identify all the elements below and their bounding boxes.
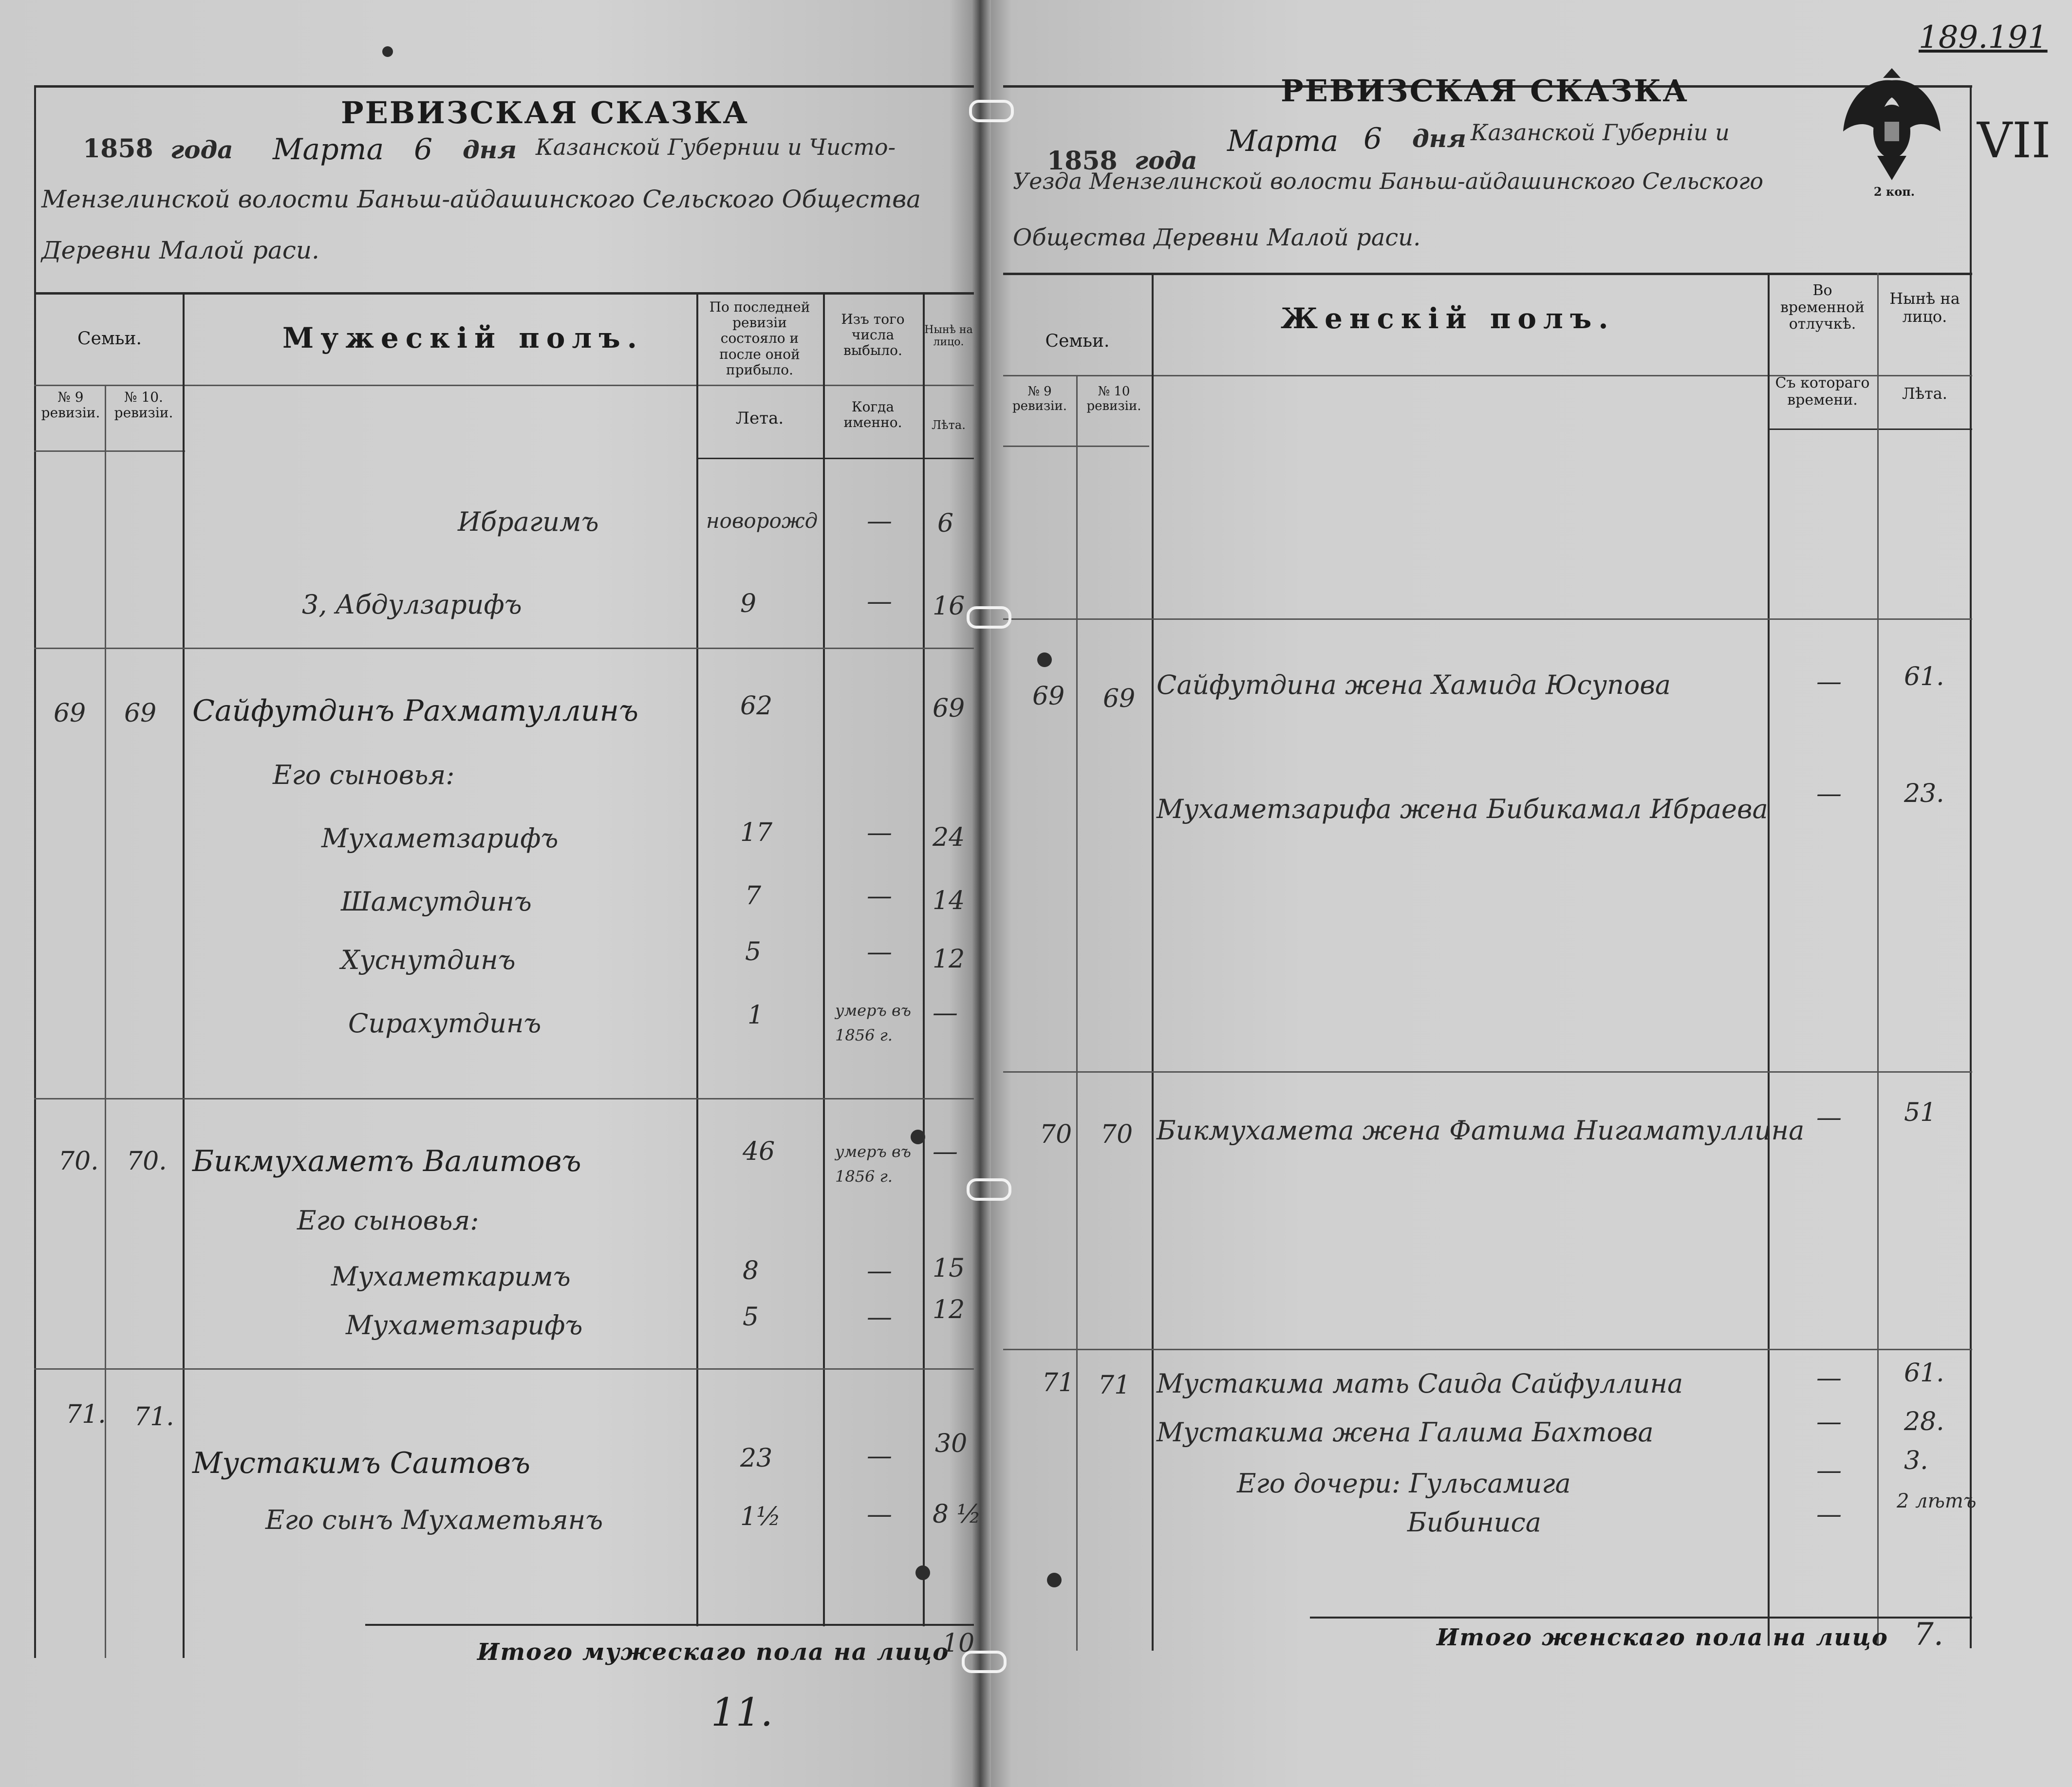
left-row-last: 7 <box>745 881 762 911</box>
right-day: 6 <box>1363 122 1382 156</box>
right-header-rev9: № 9 ревизіи. <box>1012 384 1067 413</box>
right-place-line2: Уезда Мензелинской волости Баньш-айдашинского Сельского <box>1013 168 1764 194</box>
left-row-left: — <box>867 1303 892 1332</box>
right-row-now: 2 лѣтъ <box>1897 1490 1977 1512</box>
right-row-absent: — <box>1816 667 1842 696</box>
left-bottom-mark: 11. <box>711 1690 773 1735</box>
left-row-last: 1½ <box>740 1502 781 1531</box>
left-year: 1858 <box>83 134 153 164</box>
left-row-now: 14 <box>933 886 965 915</box>
left-row-left: — <box>867 937 892 967</box>
binding-ring <box>967 606 1011 629</box>
left-row-name: Шамсутдинъ <box>341 886 532 917</box>
right-month: Марта <box>1227 124 1339 158</box>
left-total-value: 10 <box>942 1629 975 1658</box>
left-row-f10: 69 <box>124 699 157 728</box>
left-place-line1: Казанской Губернии и Чисто- <box>536 134 896 160</box>
left-row-name: Мухаметзарифъ <box>321 823 559 854</box>
left-row-last: 62 <box>740 691 773 721</box>
left-row-last: 17 <box>740 818 773 847</box>
binding-ring <box>969 100 1014 122</box>
right-row-now: 61. <box>1904 662 1944 691</box>
left-row-f9: 71. <box>66 1400 106 1429</box>
left-row-now: 12 <box>933 945 965 974</box>
right-row-absent: — <box>1816 1407 1842 1436</box>
left-title: РЕВИЗСКАЯ СКАЗКА <box>341 95 749 130</box>
right-header-now: Нынѣ на лицо. <box>1889 289 1960 326</box>
left-place-line2: Мензелинской волости Баньш-айдашинского Сельского Общества <box>41 185 921 213</box>
left-row-last: 1 <box>747 1001 764 1030</box>
right-year: 1858 <box>1047 146 1118 176</box>
right-header-absent: Во временной отлучкѣ. <box>1780 282 1865 333</box>
left-header-now-years: Лѣта. <box>932 418 966 432</box>
left-row-name: Мустакимъ Саитовъ <box>192 1446 531 1480</box>
left-header-of-them: Изъ того числа выбыло. <box>841 311 905 359</box>
left-row-now: 24 <box>933 823 965 852</box>
left-row-f10: 70. <box>127 1147 167 1176</box>
left-row-now: 16 <box>933 592 965 621</box>
right-row-f10: 71 <box>1098 1371 1131 1400</box>
right-row-name: Бикмухамета жена Фатима Нигаматуллина <box>1157 1115 1805 1146</box>
left-row-last: 8 <box>743 1256 759 1285</box>
left-row-name: Мухаметкаримъ <box>331 1261 571 1292</box>
left-header-years: Лета. <box>735 409 784 428</box>
left-row-f9: 70. <box>58 1147 99 1176</box>
right-row-name: Сайфутдина жена Хамида Юсупова <box>1157 670 1671 700</box>
left-row-now: 6 <box>937 509 954 538</box>
left-row-now: 8 ½ <box>933 1500 982 1529</box>
left-row-last: 46 <box>743 1137 775 1166</box>
binding-ring <box>962 1651 1007 1673</box>
left-place-line3: Деревни Малой раси. <box>41 236 319 264</box>
right-row-now: 51 <box>1904 1098 1937 1127</box>
left-row-name: Хуснутдинъ <box>341 945 516 975</box>
left-month: Марта <box>273 132 384 167</box>
left-row-left: — <box>867 818 892 847</box>
binding-ring <box>967 1178 1011 1201</box>
imperial-eagle-emblem <box>1836 58 1948 190</box>
left-row-name: Его сыновья: <box>273 760 455 790</box>
right-row-now: 61. <box>1904 1359 1944 1388</box>
left-row-name: Сирахутдинъ <box>348 1008 541 1039</box>
left-row-now: 30 <box>935 1429 968 1458</box>
right-row-f9: 71 <box>1042 1368 1075 1397</box>
right-place-line3: Общества Деревни Малой раси. <box>1013 224 1421 251</box>
right-row-absent: — <box>1816 1103 1842 1132</box>
left-year-word: года <box>170 135 233 164</box>
left-form <box>0 0 982 1787</box>
right-row-now: 23. <box>1904 779 1944 808</box>
left-header-last-rev: По последней ревизіи состояло и после оной прибыло. <box>709 299 810 378</box>
emblem-caption: 2 коп. <box>1873 185 1915 199</box>
right-day-word: дня <box>1412 124 1467 153</box>
left-row-last: 5 <box>745 937 762 967</box>
left-row-name: Мухаметзарифъ <box>346 1310 583 1340</box>
left-row-name: Ибрагимъ <box>458 506 599 537</box>
left-row-left: — <box>867 1500 892 1529</box>
left-row-last: 9 <box>740 589 757 618</box>
left-total-label: Итого мужескаго пола на лицо <box>477 1638 950 1666</box>
left-row-now: 15 <box>933 1254 965 1283</box>
left-header-families: Семьи. <box>77 329 142 349</box>
left-header-now: Нынѣ на лицо. <box>924 324 973 349</box>
ink-blot <box>382 46 393 57</box>
right-total-value: 7. <box>1914 1617 1944 1653</box>
ink-blot <box>911 1130 925 1144</box>
right-row-absent: — <box>1816 1456 1842 1485</box>
right-row-name: Его дочери: Гульсамига <box>1237 1468 1571 1499</box>
right-row-now: 28. <box>1904 1407 1944 1436</box>
left-row-name: 3, Абдулзарифъ <box>302 589 522 620</box>
left-header-sex: Мужескій полъ. <box>282 321 644 354</box>
right-header-since: Съ котораго времени. <box>1775 374 1870 409</box>
right-form <box>993 0 2072 1787</box>
left-row-last: 23 <box>740 1444 773 1473</box>
left-row-f10: 71. <box>134 1402 174 1432</box>
right-header-now-years: Лѣта. <box>1902 384 1947 403</box>
right-title: РЕВИЗСКАЯ СКАЗКА <box>1281 73 1689 109</box>
right-place-line1: Казанской Губерніи и <box>1471 119 1730 146</box>
right-row-f9: 69 <box>1032 682 1065 711</box>
left-row-last: новорожд <box>706 509 818 533</box>
left-row-left: умеръ въ 1856 г. <box>835 1001 911 1045</box>
left-row-left: — <box>867 881 892 911</box>
right-year-word: года <box>1135 146 1197 175</box>
left-row-now: 12 <box>933 1295 965 1324</box>
ink-blot <box>915 1565 930 1580</box>
right-row-f10: 69 <box>1103 684 1136 713</box>
right-row-absent: — <box>1816 1363 1842 1393</box>
right-row-f10: 70 <box>1101 1120 1133 1149</box>
right-row-name: Мустакима жена Галима Бахтова <box>1157 1417 1654 1448</box>
left-day-word: дня <box>463 135 517 164</box>
page-number: 189.191 <box>1919 19 2048 56</box>
right-row-absent: — <box>1816 779 1842 808</box>
right-row-f9: 70 <box>1040 1120 1072 1149</box>
right-total-label: Итого женскаго пола на лицо <box>1437 1624 1888 1651</box>
left-row-left: умеръ въ 1856 г. <box>835 1142 911 1186</box>
left-header-rev10: № 10. ревизіи. <box>114 389 173 421</box>
left-row-name: Сайфутдинъ Рахматуллинъ <box>192 694 638 728</box>
right-header-sex: Женскій полъ. <box>1281 302 1615 335</box>
left-row-left: — <box>867 1441 892 1471</box>
left-row-last: 5 <box>743 1303 759 1332</box>
ink-blot <box>1047 1573 1062 1587</box>
left-row-now: — <box>933 1137 958 1166</box>
left-row-now: — <box>933 998 958 1027</box>
left-row-left: — <box>867 1256 892 1285</box>
left-day: 6 <box>414 132 433 167</box>
left-row-now: 69 <box>933 694 965 723</box>
right-row-absent: — <box>1816 1500 1842 1529</box>
left-row-name: Его сынъ Мухаметьянъ <box>265 1505 603 1535</box>
right-header-rev10: № 10 ревизіи. <box>1086 384 1141 413</box>
ink-blot <box>1037 652 1052 667</box>
left-header-when: Когда именно. <box>843 399 902 431</box>
left-header-rev9: № 9 ревизіи. <box>41 389 100 421</box>
right-row-name: Бибиниса <box>1407 1507 1541 1538</box>
left-row-name: Бикмухаметъ Валитовъ <box>192 1144 581 1178</box>
left-row-left: — <box>867 506 892 536</box>
right-row-now: 3. <box>1904 1446 1928 1475</box>
corner-mark: VII <box>1977 112 2051 169</box>
right-row-name: Мустакима мать Саида Сайфуллина <box>1157 1368 1683 1399</box>
left-row-name: Его сыновья: <box>297 1205 479 1236</box>
left-row-left: — <box>867 587 892 616</box>
left-row-f9: 69 <box>54 699 86 728</box>
right-row-name: Мухаметзарифа жена Бибикамал Ибраева <box>1157 794 1768 824</box>
right-header-families: Семьи. <box>1045 331 1110 351</box>
